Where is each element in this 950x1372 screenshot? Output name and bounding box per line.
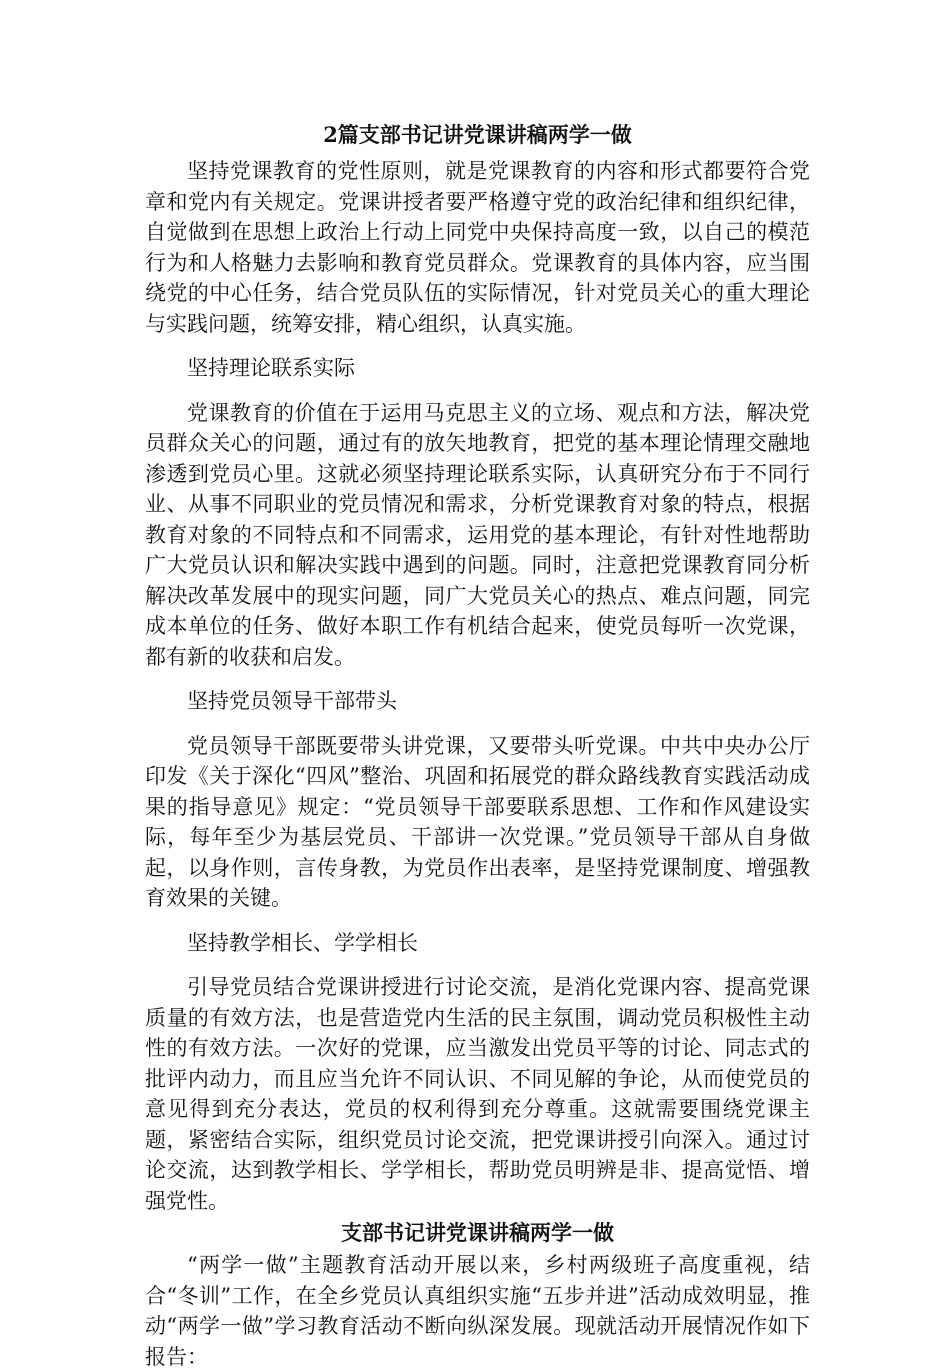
second-document-title: 支部书记讲党课讲稿两学一做 — [341, 1220, 614, 1245]
section-heading-2: 坚持党员领导干部带头 — [187, 689, 397, 713]
paragraph-2: 党课教育的价值在于运用马克思主义的立场、观点和方法，解决党员群众关心的问题，通过有的放矢地教育，把党的基本理论情理交融地渗透到党员心里。这就必须坚持理论联系实际，认真研究分布于不同行业、从事不同职业的党员情况和需求，分析党课教育对象的特点，根据教育对象的不同特点和不同需求，运用党的基本理论，有针对性地帮助广大党员认识和解决实践中遇到的问题。同时，注意把党课教育同分析解决改革发展中的现实问题，同广大党员关心的热点、难点问题，同完成本单位的任务、做好本职工作有机结合起来，使党员每听一次党课，都有新的收获和启发。 — [145, 400, 810, 669]
paragraph-4: 引导党员结合党课讲授进行讨论交流，是消化党课内容、提高党课质量的有效方法，也是营造党内生活的民主氛围，调动党员积极性主动性的有效方法。一次好的党课，应当激发出党员平等的讨论、同志式的批评内动力，而且应当允许不同认识、不同见解的争论，从而使党员的意见得到充分表达，党员的权利得到充分尊重。这就需要围绕党课主题，紧密结合实际，组织党员讨论交流，把党课讲授引向深入。通过讨论交流，达到教学相长、学学相长，帮助党员明辨是非、提高觉悟、增强党性。 — [145, 975, 810, 1213]
document-page — [145, 118, 810, 1372]
section-heading-3: 坚持教学相长、学学相长 — [187, 930, 418, 955]
section-heading-1: 坚持理论联系实际 — [187, 356, 355, 380]
document-title: 2篇支部书记讲党课讲稿两学一做 — [323, 122, 632, 147]
paragraph-1: 坚持党课教育的党性原则，就是党课教育的内容和形式都要符合党章和党内有关规定。党课讲授者要严格遵守党的政治纪律和组织纪律，自觉做到在思想上政治上行动上同党中央保持高度一致，以自己的模范行为和人格魅力去影响和教育党员群众。党课教育的具体内容，应当围绕党的中心任务，结合党员队伍的实际情况，针对党员关心的重大理论与实践问题，统筹安排，精心组织，认真实施。 — [145, 159, 810, 336]
paragraph-5: “两学一做”主题教育活动开展以来，乡村两级班子高度重视，结合“冬训”工作，在全乡党员认真组织实施“五步并进”活动成效明显，推动“两学一做”学习教育活动不断向纵深发展。现就活动开展情况作如下报告： — [145, 1253, 810, 1369]
paragraph-3: 党员领导干部既要带头讲党课，又要带头听党课。中共中央办公厅印发《关于深化“四风”整治、巩固和拓展党的群众路线教育实践活动成果的指导意见》规定：“党员领导干部要联系思想、工作和作风建设实际，每年至少为基层党员、干部讲一次党课。”党员领导干部从自身做起，以身作则，言传身教，为党员作出表率，是坚持党课制度、增强教育效果的关键。 — [145, 733, 810, 910]
